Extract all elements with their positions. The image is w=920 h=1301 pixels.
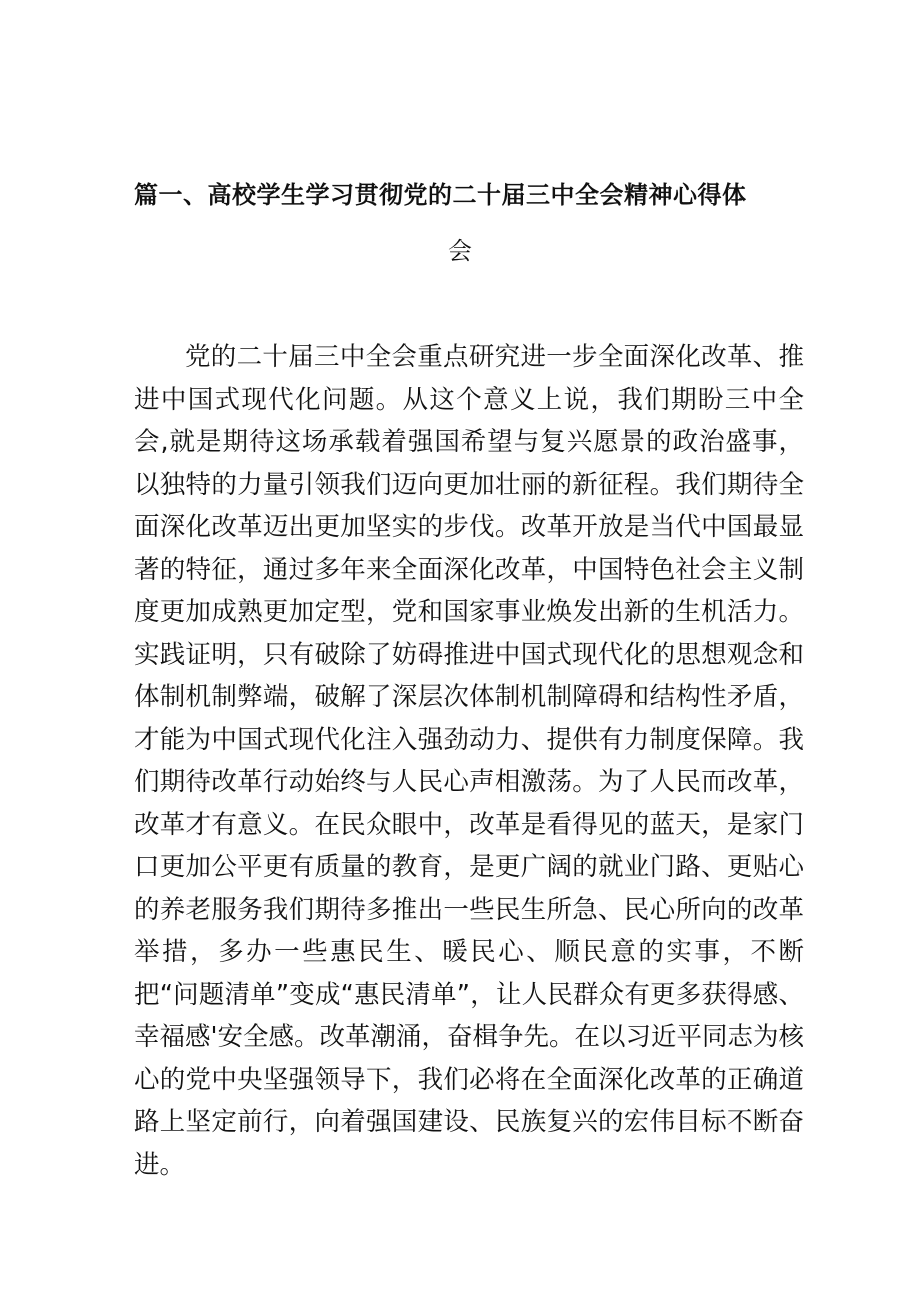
document-title: 篇一、高校学生学习贯彻党的二十届三中全会精神心得体 — [134, 181, 747, 209]
document-title-continuation: 会 — [448, 237, 472, 265]
body-paragraph: 党的二十届三中全会重点研究进一步全面深化改革、推进中国式现代化问题。从这个意义上说，我们期盼三中全会,就是期待这场承载着强国希望与复兴愿景的政治盛事，以独特的力量引领我们迈向更加壮丽的新征程。我们期待全面深化改革迈出更加坚实的步伐。改革开放是当代中国最显著的特征，通过多年来全面深化改革，中国特色社会主义制度更加成熟更加定型，党和国家事业焕发出新的生机活力。实践证明，只有破除了妨碍推进中国式现代化的思想观念和体制机制弊端，破解了深层次体制机制障碍和结构性矛盾，才能为中国式现代化注入强劲动力、提供有力制度保障。我们期待改革行动始终与人民心声相激荡。为了人民而改革，改革才有意义。在民众眼中，改革是看得见的蓝天，是家门口更加公平更有质量的教育，是更广阔的就业门路、更贴心的养老服务我们期待多推出一些民生所急、民心所向的改革举措，多办一些惠民生、暖民心、顺民意的实事，不断把“问题清单”变成“惠民清单”，让人民群众有更多获得感、幸福感'安全感。改革潮涌，奋楫争先。在以习近平同志为核心的党中央坚强领导下，我们必将在全面深化改革的正确道路上坚定前行，向着强国建设、民族复兴的宏伟目标不断奋进。 — [134, 342, 805, 1180]
